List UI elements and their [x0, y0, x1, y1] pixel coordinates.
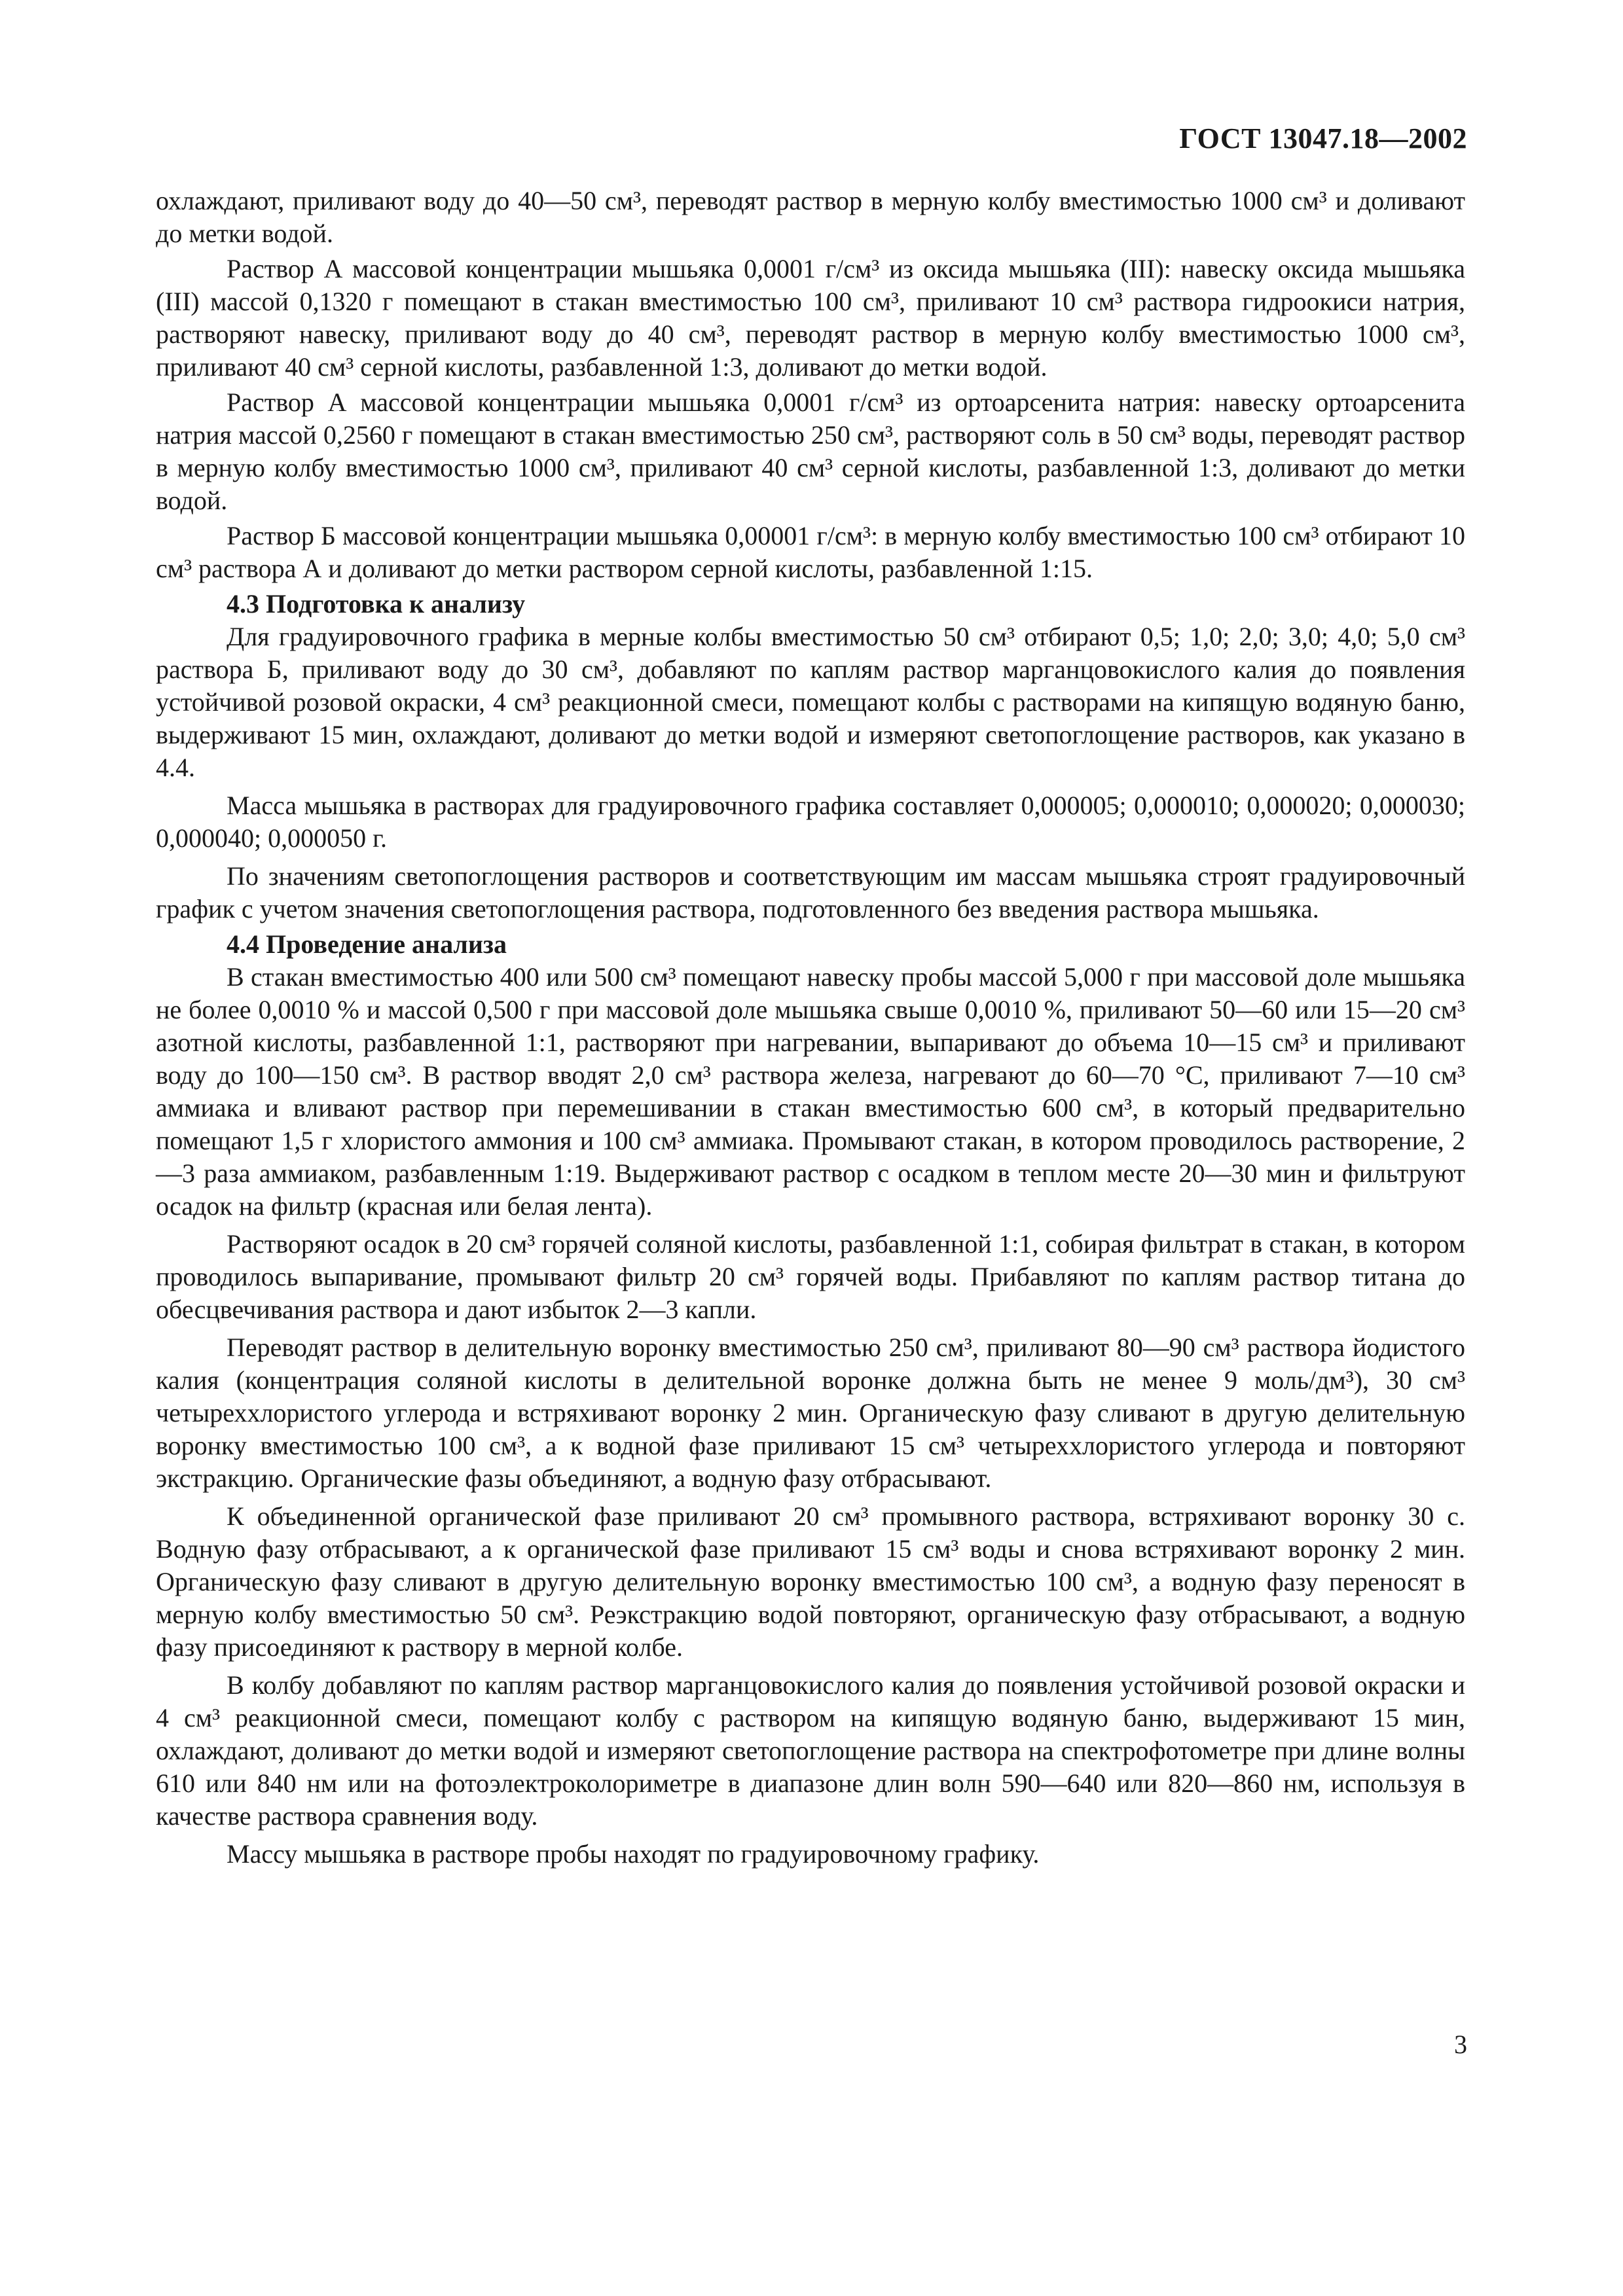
paragraph-solution-b: Раствор Б массовой концентрации мышьяка 0,00001 г/см³: в мерную колбу вместимостью 100 см³ отбирают 10 см³ раствора А и доливают до метки раствором серной кислоты, разбавленной 1:15. — [156, 521, 1465, 583]
document-id-header: ГОСТ 13047.18—2002 — [1179, 122, 1467, 154]
paragraph-analysis-measurement: В колбу добавляют по каплям раствор марганцовокислого калия до появления устойчивой розовой окраски и 4 см³ реакционной смеси, помещают колбу с раствором на кипящую водяную баню, выдерживают 15 мин, охлаждают, доливают до метки водой и измеряют светопоглощение раствора на спектрофотометре при длине волны 610 или 840 нм или на фотоэлектроколориметре в диапазоне длин волн 590—640 или 820—860 нм, используя в качестве раствора сравнения воду. — [156, 1670, 1465, 1831]
paragraph-analysis-dissolve: Растворяют осадок в 20 см³ горячей соляной кислоты, разбавленной 1:1, собирая фильтрат в стакан, в котором проводилось выпаривание, промывают фильтр 20 см³ горячей воды. Прибавляют по каплям раствор титана до обесцвечивания раствора и дают избыток 2—3 капли. — [156, 1229, 1465, 1324]
paragraph-continuation: охлаждают, приливают воду до 40—50 см³, переводят раствор в мерную колбу вместимостью 1000 см³ и доливают до метки водой. — [156, 186, 1465, 248]
paragraph-calibration-prep: Для градуировочного графика в мерные колбы вместимостью 50 см³ отбирают 0,5; 1,0; 2,0; 3,0; 4,0; 5,0 см³ раствора Б, приливают воду до 30 см³, добавляют по каплям раствор марганцовокислого калия до появления устойчивой розовой окраски, 4 см³ реакционной смеси, помещают колбы с растворами на кипящую водяную баню, выдерживают 15 мин, охлаждают, доливают до метки водой и измеряют светопоглощение растворов, как указано в 4.4. — [156, 622, 1465, 782]
document-body — [156, 185, 1465, 1873]
paragraph-analysis-reextraction: К объединенной органической фазе приливают 20 см³ промывного раствора, встряхивают воронку 30 с. Водную фазу отбрасывают, а к органической фазе приливают 15 см³ воды и снова встряхивают воронку 2 мин. Органическую фазу сливают в другую делительную воронку вместимостью 100 см³, а водную фазу переносят в мерную колбу вместимостью 50 см³. Реэкстракцию водой повторяют, органическую фазу отбрасывают, а водную фазу присоединяют к раствору в мерной колбе. — [156, 1501, 1465, 1662]
paragraph-calibration-graph: По значениям светопоглощения растворов и соответствующим им массам мышьяка строят градуировочный график с учетом значения светопоглощения раствора, подготовленного без введения раствора мышьяка. — [156, 861, 1465, 924]
paragraph-solution-a-oxide: Раствор А массовой концентрации мышьяка 0,0001 г/см³ из оксида мышьяка (III): навеску оксида мышьяка (III) массой 0,1320 г помещают в стакан вместимостью 100 см³, приливают 10 см³ раствора гидроокиси натрия, растворяют навеску, приливают воду до 40 см³, переводят раствор в мерную колбу вместимостью 1000 см³, приливают 40 см³ серной кислоты, разбавленной 1:3, доливают до метки водой. — [156, 254, 1465, 382]
paragraph-analysis-result: Массу мышьяка в растворе пробы находят по градуировочному графику. — [227, 1839, 1040, 1869]
paragraph-calibration-masses: Масса мышьяка в растворах для градуировочного графика составляет 0,000005; 0,000010; 0,000020; 0,000030; 0,000040; 0,000050 г. — [156, 791, 1465, 853]
paragraph-analysis-sample: В стакан вместимостью 400 или 500 см³ помещают навеску пробы массой 5,000 г при массовой доле мышьяка не более 0,0010 % и массой 0,500 г при массовой доле мышьяка свыше 0,0010 %, приливают 50—60 или 15—20 см³ азотной кислоты, разбавленной 1:1, растворяют при нагревании, выпаривают до объема 10—15 см³ и приливают воду до 100—150 см³. В раствор вводят 2,0 см³ раствора железа, нагревают до 60—70 °С, приливают 7—10 см³ аммиака и вливают раствор при перемешивании в стакан вместимостью 600 см³, в который предварительно помещают 1,5 г хлористого аммония и 100 см³ аммиака. Промывают стакан, в котором проводилось растворение, 2—3 раза аммиаком, разбавленным 1:19. Выдерживают раствор с осадком в теплом месте 20—30 мин и фильтруют осадок на фильтр (красная или белая лента). — [156, 962, 1465, 1221]
paragraph-solution-a-orthoarsenite: Раствор А массовой концентрации мышьяка 0,0001 г/см³ из ортоарсенита натрия: навеску ортоарсенита натрия массой 0,2560 г помещают в стакан вместимостью 250 см³, растворяют соль в 50 см³ воды, переводят раствор в мерную колбу вместимостью 1000 см³, приливают 40 см³ серной кислоты, разбавленной 1:3, доливают до метки водой. — [156, 387, 1465, 515]
section-heading-4-4: 4.4 Проведение анализа — [227, 929, 507, 959]
section-heading-4-3: 4.3 Подготовка к анализу — [227, 589, 526, 619]
paragraph-analysis-extraction: Переводят раствор в делительную воронку вместимостью 250 см³, приливают 80—90 см³ раствора йодистого калия (концентрация соляной кислоты в делительной воронке должна быть не менее 9 моль/дм³), 30 см³ четыреххлористого углерода и встряхивают воронку 2 мин. Органическую фазу сливают в другую делительную воронку вместимостью 100 см³, а к водной фазе приливают 15 см³ четыреххлористого углерода и повторяют экстракцию. Органические фазы объединяют, а водную фазу отбрасывают. — [156, 1333, 1465, 1493]
page-number: 3 — [1454, 2030, 1467, 2059]
